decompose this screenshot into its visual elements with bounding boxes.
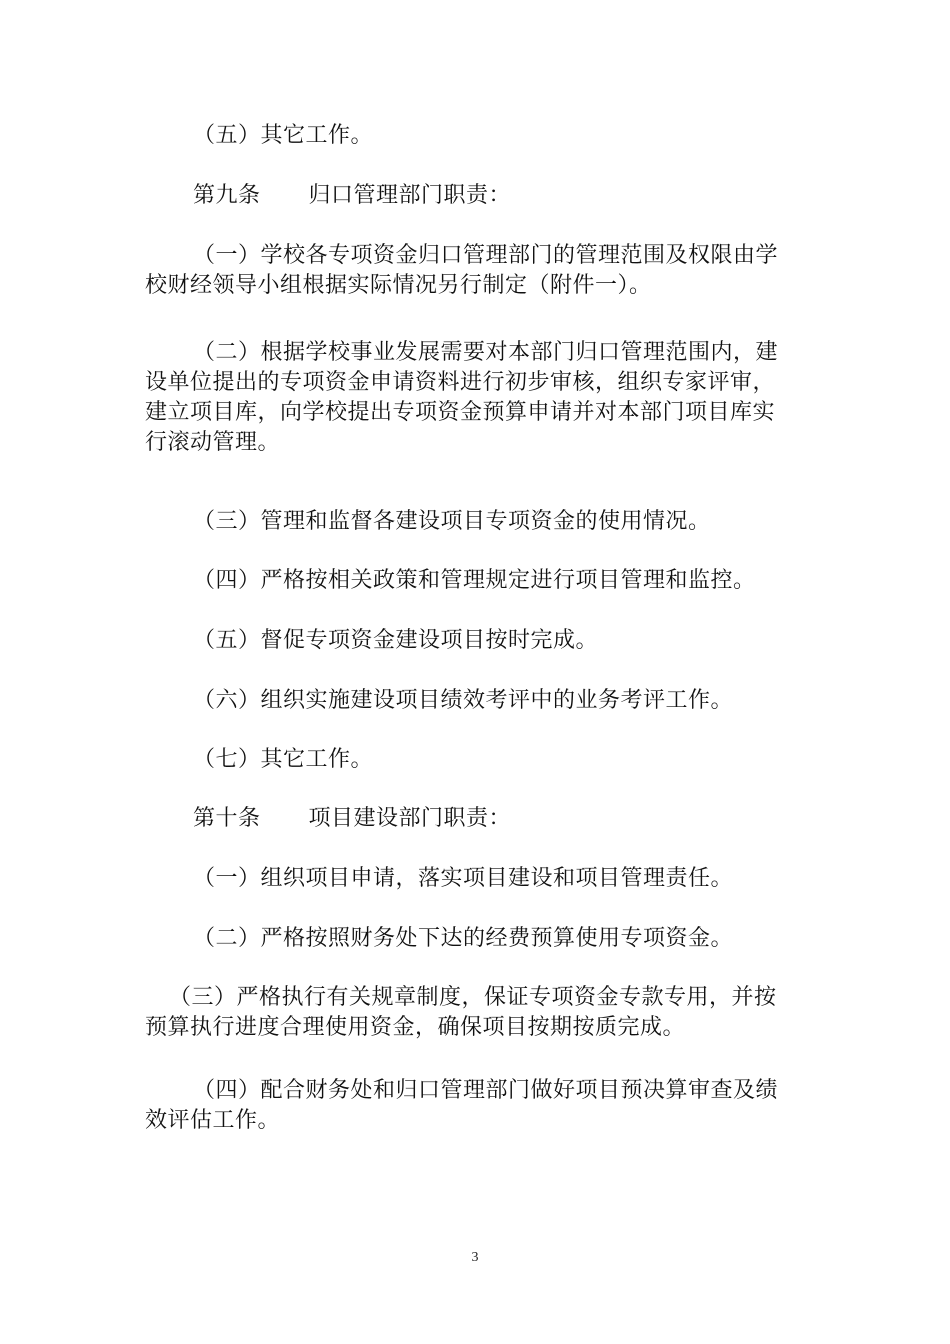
text-line: （二）根据学校事业发展需要对本部门归口管理范围内，建 — [193, 340, 779, 365]
paragraph-p3 — [145, 241, 810, 301]
text-line: （五）督促专项资金建设项目按时完成。 — [193, 628, 599, 653]
paragraph-p9 — [145, 745, 810, 775]
text-line: 建立项目库，向学校提出专项资金预算申请并对本部门项目库实 — [145, 400, 776, 425]
paragraph-p13 — [145, 983, 810, 1043]
paragraph-p12 — [145, 924, 810, 954]
text-line: 校财经领导小组根据实际情况另行制定（附件一）。 — [145, 273, 652, 298]
text-line: 设单位提出的专项资金申请资料进行初步审核，组织专家评审， — [145, 370, 776, 395]
paragraph-p7 — [145, 626, 810, 656]
text-line — [145, 181, 810, 211]
text-line: （七）其它工作。 — [193, 747, 374, 772]
text-line — [145, 804, 810, 834]
article-number: 第九条 — [193, 183, 261, 208]
article-heading-10 — [145, 804, 810, 834]
paragraph-p1 — [145, 121, 810, 151]
paragraph-p11 — [145, 864, 810, 894]
text-line: 行滚动管理。 — [145, 430, 281, 455]
article-title: 归口管理部门职责： — [308, 183, 512, 208]
paragraph-p5 — [145, 507, 810, 537]
text-line: （四）严格按相关政策和管理规定进行项目管理和监控。 — [193, 568, 756, 593]
paragraph-p8 — [145, 686, 810, 716]
article-title: 项目建设部门职责： — [308, 806, 512, 831]
text-line: （一）组织项目申请，落实项目建设和项目管理责任。 — [193, 866, 734, 891]
text-line: （一）学校各专项资金归口管理部门的管理范围及权限由学 — [193, 243, 779, 268]
text-line: （三）严格执行有关规章制度，保证专项资金专款专用，并按 — [169, 985, 777, 1010]
text-line: 效评估工作。 — [145, 1108, 281, 1133]
paragraph-p4 — [145, 338, 810, 458]
text-line: （三）管理和监督各建设项目专项资金的使用情况。 — [193, 509, 711, 534]
text-line: 预算执行进度合理使用资金，确保项目按期按质完成。 — [145, 1015, 686, 1040]
page-number: 3 — [471, 1250, 479, 1265]
article-number: 第十条 — [193, 806, 261, 831]
article-heading-9 — [145, 181, 810, 211]
text-line: （四）配合财务处和归口管理部门做好项目预决算审查及绩 — [193, 1078, 779, 1103]
paragraph-p14 — [145, 1076, 810, 1136]
paragraph-p6 — [145, 566, 810, 596]
text-line: （二）严格按照财务处下达的经费预算使用专项资金。 — [193, 926, 734, 951]
text-line: （五）其它工作。 — [193, 123, 374, 148]
text-line: （六）组织实施建设项目绩效考评中的业务考评工作。 — [193, 688, 734, 713]
